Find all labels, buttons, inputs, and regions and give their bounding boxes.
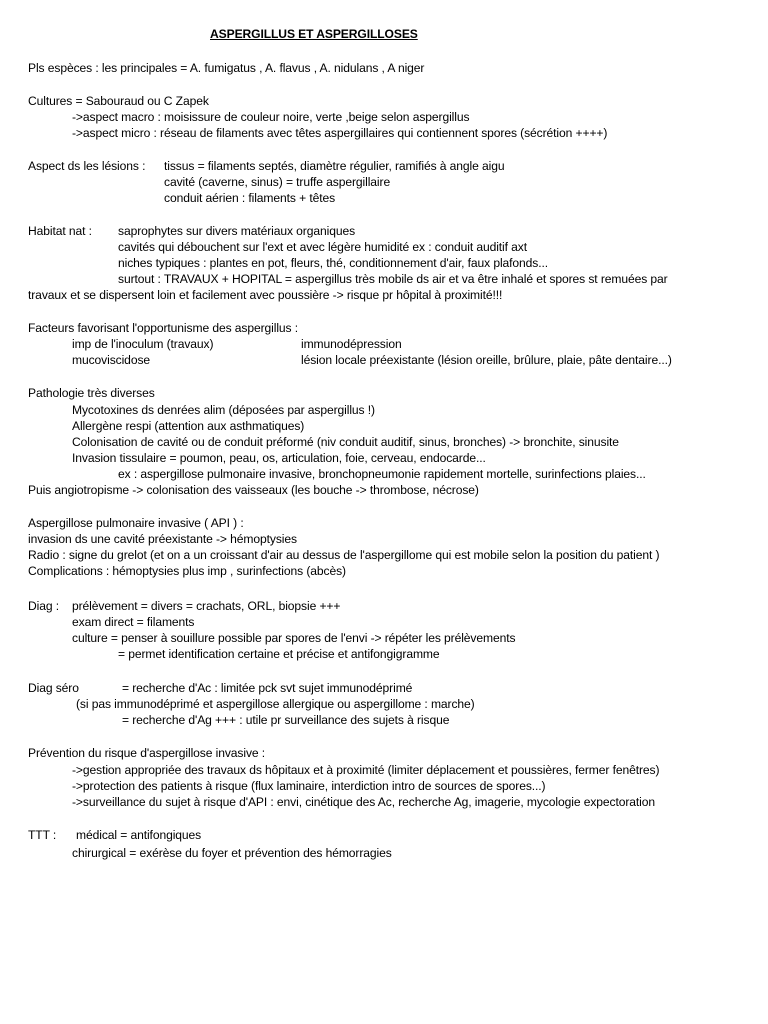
especes-line: Pls espèces : les principales = A. fumigatus , A. flavus , A. nidulans , A niger — [28, 61, 425, 75]
diag-identification: = permet identification certaine et précise et antifongigramme — [118, 647, 440, 661]
facteurs-lesion-locale: lésion locale préexistante (lésion oreille, brûlure, plaie, pâte dentaire...) — [301, 353, 672, 367]
diag-culture: culture = penser à souillure possible par spores de l'envi -> répéter les prélèvements — [72, 631, 516, 645]
ttt-label: TTT : — [28, 828, 57, 842]
pathologie-angiotropisme: Puis angiotropisme -> colonisation des vaisseaux (les bouche -> thrombose, nécrose) — [28, 483, 479, 497]
api-invasion: invasion ds une cavité préexistante -> hémoptysies — [28, 532, 297, 546]
facteurs-heading: Facteurs favorisant l'opportunisme des aspergillus : — [28, 321, 299, 335]
diag-sero-ac: = recherche d'Ac : limitée pck svt sujet immunodéprimé — [122, 681, 413, 695]
diag-sero-ag: = recherche d'Ag +++ : utile pr surveillance des sujets à risque — [122, 713, 450, 727]
pathologie-invasion: Invasion tissulaire = poumon, peau, os, articulation, foie, cerveau, endocarde... — [72, 451, 486, 465]
diag-sero-note: (si pas immunodéprimé et aspergillose allergique ou aspergillome : marche) — [76, 697, 475, 711]
prevention-travaux: ->gestion appropriée des travaux ds hôpitaux et à proximité (limiter déplacement et poussières, fermer fenêtres) — [72, 763, 660, 777]
diag-exam-direct: exam direct = filaments — [72, 615, 195, 629]
pathologie-exemple: ex : aspergillose pulmonaire invasive, bronchopneumonie rapidement mortelle, surinfections plaies... — [118, 467, 646, 481]
pathologie-heading: Pathologie très diverses — [28, 386, 155, 400]
diag-label: Diag : — [28, 599, 59, 613]
api-heading: Aspergillose pulmonaire invasive ( API ) : — [28, 516, 244, 530]
prevention-protection: ->protection des patients à risque (flux laminaire, interdiction intro de sources de spores...) — [72, 779, 546, 793]
cultures-micro: ->aspect micro : réseau de filaments avec têtes aspergillaires qui contiennent spores (sécrétion ++++) — [72, 126, 608, 140]
facteurs-inoculum: imp de l'inoculum (travaux) — [72, 337, 214, 351]
ttt-medical: médical = antifongiques — [76, 828, 202, 842]
diag-sero-label: Diag séro — [28, 681, 79, 695]
api-complications: Complications : hémoptysies plus imp , surinfections (abcès) — [28, 564, 346, 578]
ttt-chirurgical: chirurgical = exérèse du foyer et prévention des hémorragies — [72, 846, 392, 860]
pathologie-mycotoxines: Mycotoxines ds denrées alim (déposées par aspergillus !) — [72, 403, 375, 417]
habitat-line-3: niches typiques : plantes en pot, fleurs, thé, conditionnement d'air, faux plafonds... — [118, 256, 549, 270]
pathologie-colonisation: Colonisation de cavité ou de conduit préformé (niv conduit auditif, sinus, bronches) -> bronchite, sinusite — [72, 435, 619, 449]
cultures-heading: Cultures = Sabouraud ou C Zapek — [28, 94, 209, 108]
facteurs-mucoviscidose: mucoviscidose — [72, 353, 151, 367]
facteurs-immunodepression: immunodépression — [301, 337, 402, 351]
lesions-cavite: cavité (caverne, sinus) = truffe aspergillaire — [164, 175, 391, 189]
lesions-conduit: conduit aérien : filaments + têtes — [164, 191, 336, 205]
habitat-line-5: travaux et se dispersent loin et facilement avec poussière -> risque pr hôpital à proximité!!! — [28, 288, 503, 302]
lesions-label: Aspect ds les lésions : — [28, 159, 146, 173]
lesions-tissus: tissus = filaments septés, diamètre régulier, ramifiés à angle aigu — [164, 159, 505, 173]
habitat-line-1: saprophytes sur divers matériaux organiques — [118, 224, 356, 238]
api-radio: Radio : signe du grelot (et on a un croissant d'air au dessus de l'aspergillome qui est mobile selon la position du patient ) — [28, 548, 660, 562]
prevention-heading: Prévention du risque d'aspergillose invasive : — [28, 746, 266, 760]
habitat-label: Habitat nat : — [28, 224, 92, 238]
diag-prelevement: prélèvement = divers = crachats, ORL, biopsie +++ — [72, 599, 341, 613]
cultures-macro: ->aspect macro : moisissure de couleur noire, verte ,beige selon aspergillus — [72, 110, 470, 124]
pathologie-allergene: Allergène respi (attention aux asthmatiques) — [72, 419, 305, 433]
document-title: ASPERGILLUS ET ASPERGILLOSES — [210, 27, 418, 41]
habitat-line-2: cavités qui débouchent sur l'ext et avec légère humidité ex : conduit auditif axt — [118, 240, 527, 254]
habitat-line-4: surtout : TRAVAUX + HOPITAL = aspergillus très mobile ds air et va être inhalé et spores st remuées par — [118, 272, 668, 286]
prevention-surveillance: ->surveillance du sujet à risque d'API : envi, cinétique des Ac, recherche Ag, imagerie, mycologie expectoration — [72, 795, 656, 809]
